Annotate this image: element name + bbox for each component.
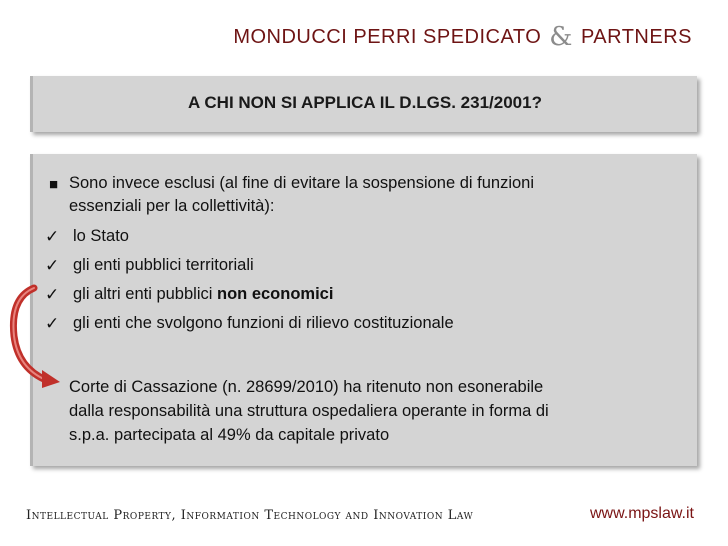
content-box — [30, 154, 697, 466]
non-economic-emphasis: non economici — [217, 285, 334, 303]
check-item-constitutional: gli enti che svolgono funzioni di rilievo costituzionale — [73, 314, 454, 332]
intro-line-2: essenziali per la collettività): — [69, 197, 275, 215]
brand-names: MONDUCCI PERRI SPEDICATO — [233, 26, 542, 48]
square-bullet-icon: ■ — [49, 176, 59, 193]
check-item-public-bodies-text: gli altri enti pubblici — [73, 285, 213, 303]
case-line-1: Corte di Cassazione (n. 28699/2010) ha ritenuto non esonerabile — [69, 378, 544, 396]
check-item-state: lo Stato — [73, 227, 129, 245]
intro-line-1: Sono invece esclusi (al fine di evitare la sospensione di funzioni — [69, 174, 535, 192]
checkmark-icon: ✓ — [45, 256, 60, 275]
brand-ampersand: & — [549, 22, 573, 52]
slide-title: A CHI NON SI APPLICA IL D.LGS. 231/2001? — [188, 93, 542, 112]
title-box — [30, 76, 697, 132]
check-item-territorial: gli enti pubblici territoriali — [73, 256, 254, 274]
case-line-3: s.p.a. partecipata al 49% da capitale privato — [69, 426, 390, 444]
checkmark-icon: ✓ — [45, 285, 60, 304]
curved-arrow-icon — [6, 284, 64, 388]
checkmark-icon: ✓ — [45, 314, 60, 333]
footer-tagline: Intellectual Property, Information Technology and Innovation Law — [26, 508, 474, 523]
check-item-public-bodies — [73, 285, 333, 304]
brand-partners: PARTNERS — [580, 26, 692, 48]
website-link[interactable]: www.mpslaw.it — [589, 505, 694, 522]
case-line-2: dalla responsabilità una struttura ospedaliera operante in forma di — [69, 402, 549, 420]
brand-header — [233, 22, 692, 52]
checkmark-icon: ✓ — [45, 227, 60, 246]
